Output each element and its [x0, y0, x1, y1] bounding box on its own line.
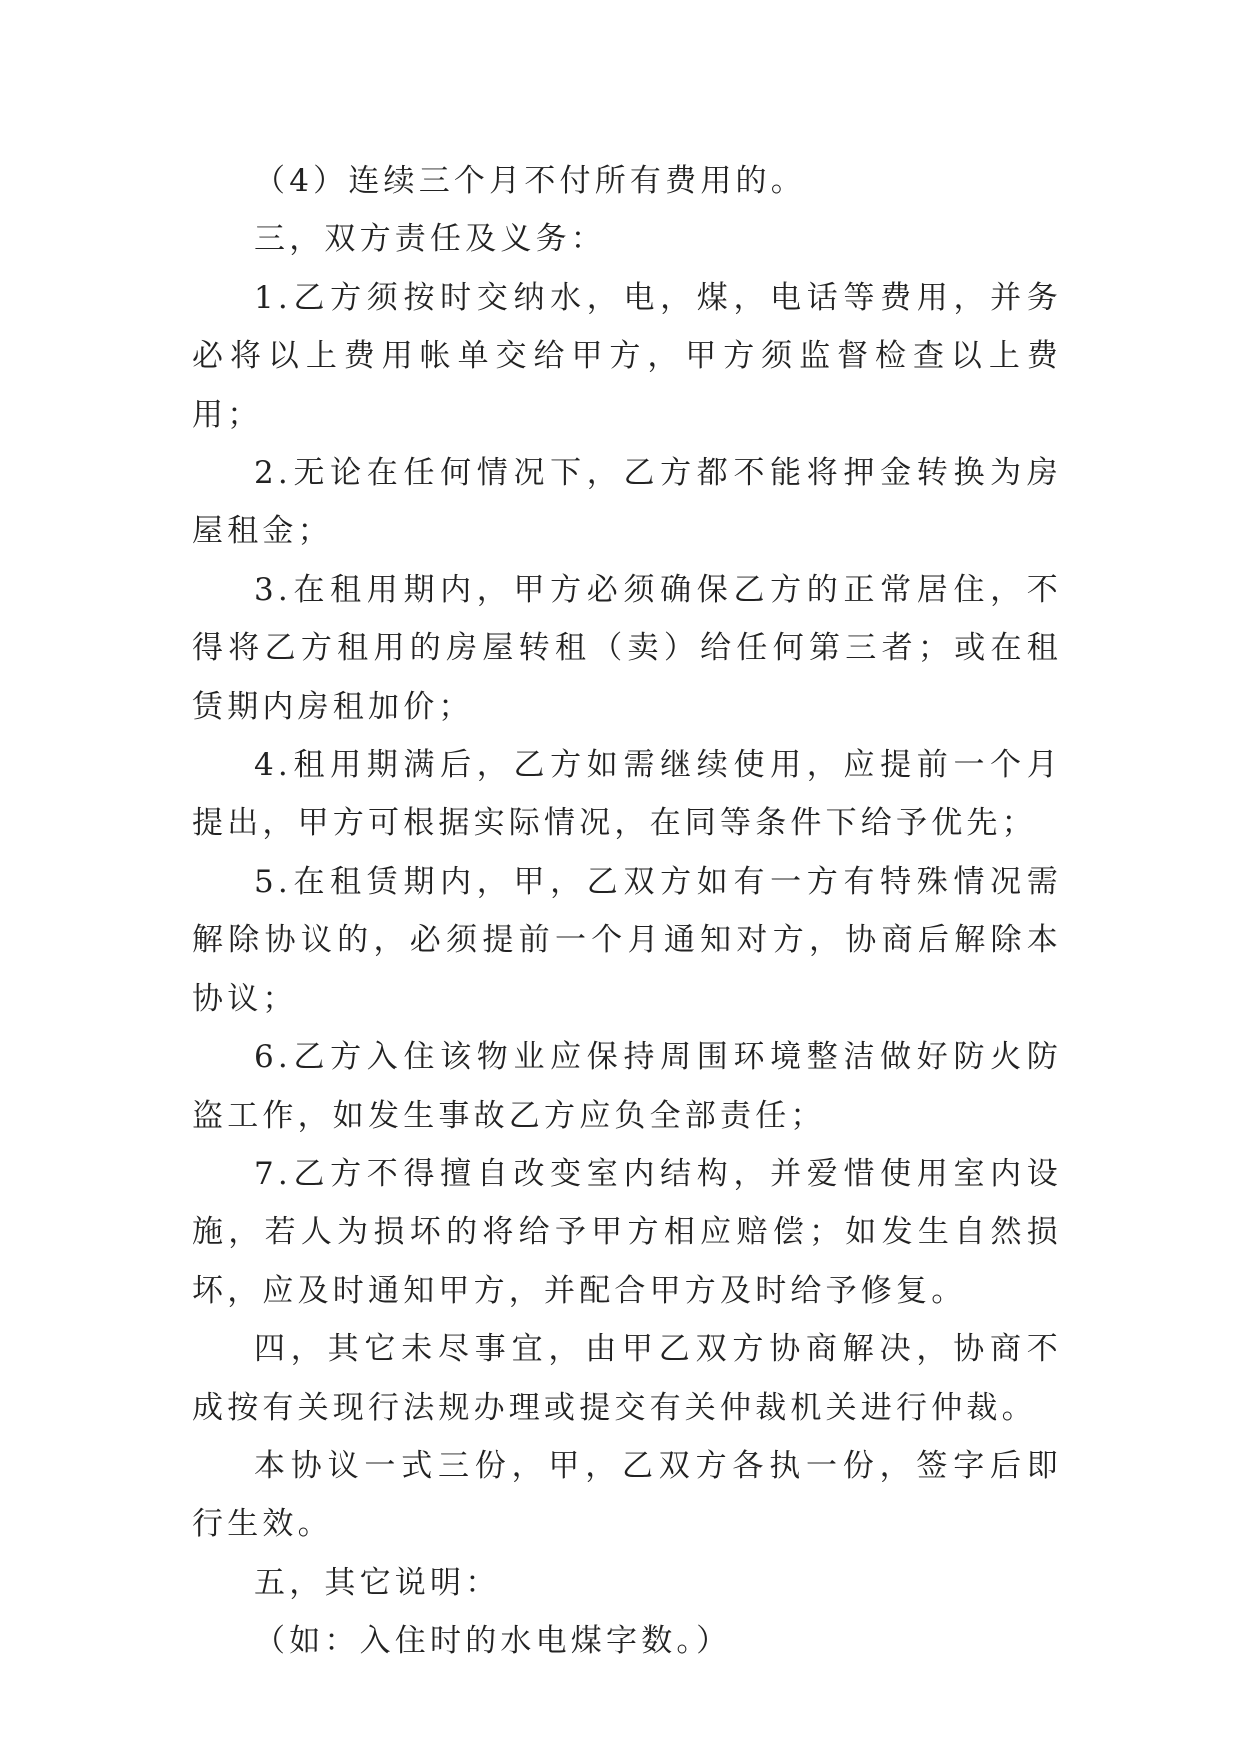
duty-item-3: 3.在租用期内，甲方必须确保乙方的正常居住，不得将乙方租用的房屋转租（卖）给任何第三者；或在租赁期内房租加价； [192, 571, 1062, 725]
other-notes-example: （如：入住时的水电煤字数。） [254, 1623, 732, 1660]
section-other-matters: 四，其它未尽事宜，由甲乙双方协商解决，协商不成按有关现行法规办理或提交有关仲裁机关进行仲裁。 [192, 1331, 1062, 1426]
document-body [192, 152, 1062, 1671]
section-heading-other-notes: 五，其它说明： [254, 1564, 501, 1601]
duty-item-5: 5.在租赁期内，甲，乙双方如有一方有特殊情况需解除协议的，必须提前一个月通知对方，协商后解除本协议； [192, 863, 1062, 1017]
duty-item-1: 1.乙方须按时交纳水，电，煤，电话等费用，并务必将以上费用帐单交给甲方，甲方须监督检查以上费用； [192, 279, 1062, 433]
duty-item-2: 2.无论在任何情况下，乙方都不能将押金转换为房屋租金； [192, 455, 1062, 550]
copies-clause: 本协议一式三份，甲，乙双方各执一份，签字后即行生效。 [192, 1447, 1062, 1543]
duty-item-7: 7.乙方不得擅自改变室内结构，并爱惜使用室内设施，若人为损坏的将给予甲方相应赔偿；如发生自然损坏，应及时通知甲方，并配合甲方及时给予修复。 [192, 1155, 1062, 1309]
section-heading-responsibilities: 三，双方责任及义务： [254, 221, 606, 258]
duty-item-4: 4.租用期满后，乙方如需继续使用，应提前一个月提出，甲方可根据实际情况，在同等条件下给予优先； [192, 747, 1062, 842]
duty-item-6: 6.乙方入住该物业应保持周围环境整洁做好防火防盗工作，如发生事故乙方应负全部责任； [192, 1039, 1062, 1134]
clause-item-4: （4）连续三个月不付所有费用的。 [254, 163, 806, 199]
